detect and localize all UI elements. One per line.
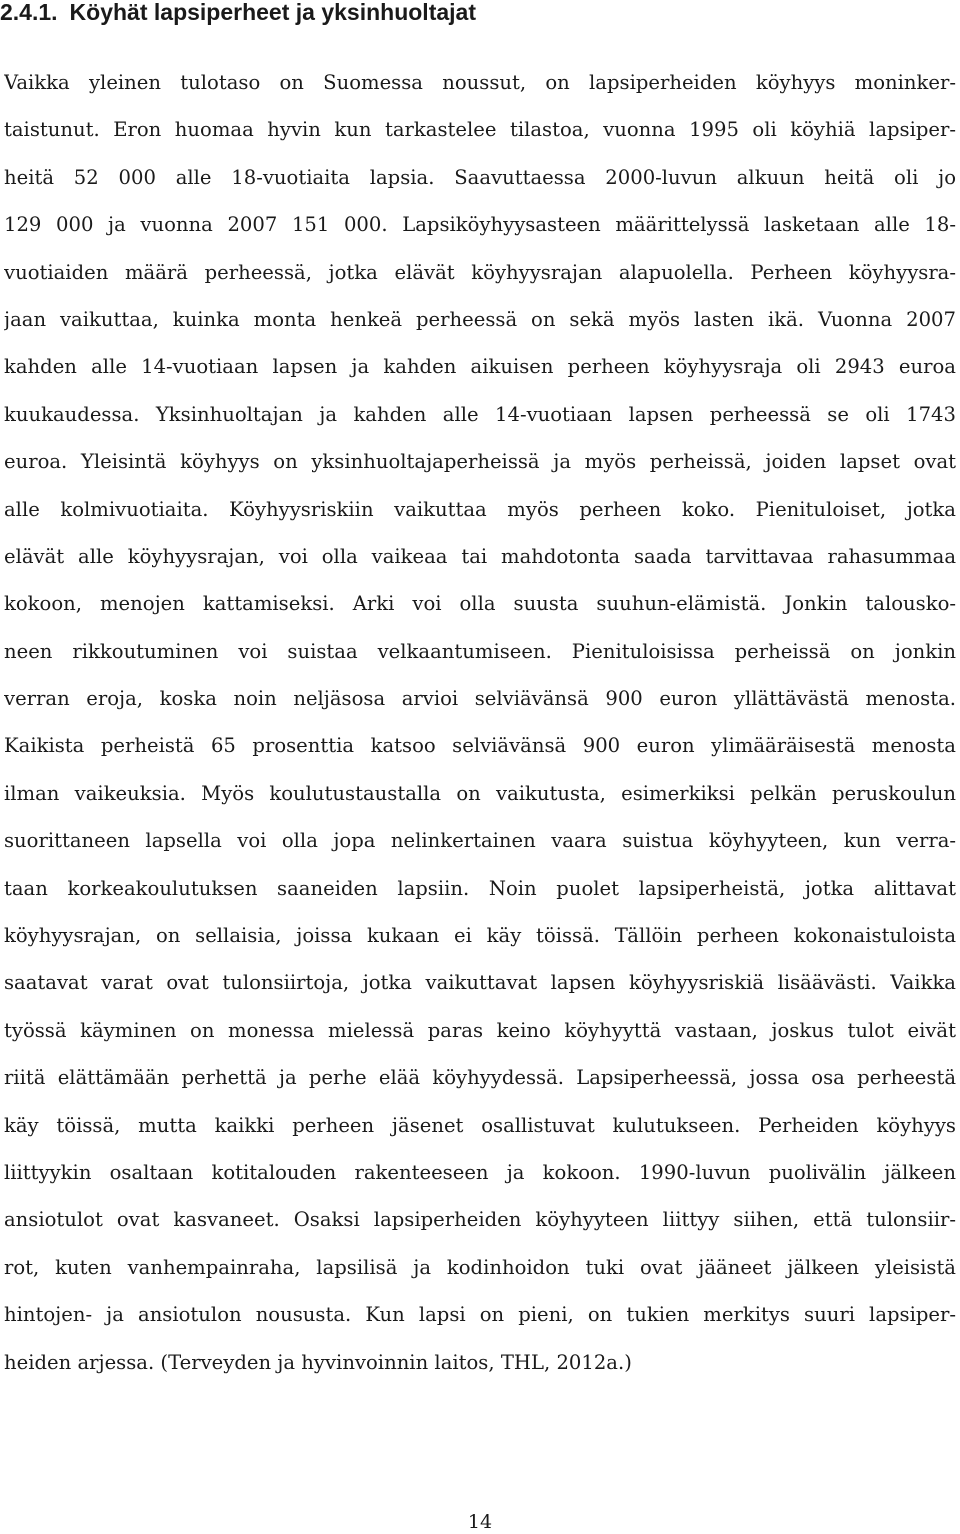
page-number: 14 bbox=[467, 1511, 493, 1533]
text-line: kokoon, menojen kattamiseksi. Arki voi olla suusta suuhun-elämistä. Jonkin talousko- bbox=[4, 592, 956, 616]
text-line: ilman vaikeuksia. Myös koulutustaustalla on vaikutusta, esimerkiksi pelkän peruskoulun bbox=[4, 781, 956, 805]
text-line: Vaikka yleinen tulotaso on Suomessa noussut, on lapsiperheiden köyhyys moninker- bbox=[4, 71, 956, 94]
text-line: työssä käyminen on monessa mielessä paras keino köyhyyttä vastaan, joskus tulot eivät bbox=[4, 1018, 956, 1042]
text-line: taan korkeakoulutuksen saaneiden lapsiin. Noin puolet lapsiperheistä, jotka alittavat bbox=[4, 876, 956, 900]
text-line: ansiotulot ovat kasvaneet. Osaksi lapsiperheiden köyhyyteen liittyy siihen, että tulonsiir- bbox=[4, 1208, 956, 1232]
text-line: Kaikista perheistä 65 prosenttia katsoo selviävänsä 900 euron ylimääräisestä menosta bbox=[4, 734, 956, 758]
text-line: hintojen- ja ansiotulon noususta. Kun lapsi on pieni, on tukien merkitys suuri lapsiper- bbox=[4, 1303, 956, 1327]
text-line: suorittaneen lapsella voi olla jopa nelinkertainen vaara suistua köyhyyteen, kun verra- bbox=[4, 829, 956, 853]
text-line: jaan vaikuttaa, kuinka monta henkeä perheessä on sekä myös lasten ikä. Vuonna 2007 bbox=[4, 307, 956, 331]
text-line: heiden arjessa. (Terveyden ja hyvinvoinnin laitos, THL, 2012a.) bbox=[4, 1350, 632, 1374]
text-line: euroa. Yleisintä köyhyys on yksinhuoltajaperheissä ja myös perheissä, joiden lapset ovat bbox=[4, 450, 956, 474]
text-line: käy töissä, mutta kaikki perheen jäsenet osallistuvat kulutukseen. Perheiden köyhyys bbox=[4, 1113, 956, 1137]
text-line: neen rikkoutuminen voi suistaa velkaantumiseen. Pienituloisissa perheissä on jonkin bbox=[4, 639, 956, 663]
text-line: elävät alle köyhyysrajan, voi olla vaikeaa tai mahdotonta saada tarvittavaa rahasummaa bbox=[4, 544, 956, 568]
section-title: Köyhät lapsiperheet ja yksinhuoltajat bbox=[69, 0, 476, 25]
text-line: alle kolmivuotiaita. Köyhyysriskiin vaikuttaa myös perheen koko. Pienituloiset, jotka bbox=[4, 497, 956, 521]
text-line: riitä elättämään perhettä ja perhe elää köyhyydessä. Lapsiperheessä, jossa osa perheestä bbox=[4, 1066, 956, 1090]
text-line: heitä 52 000 alle 18-vuotiaita lapsia. Saavuttaessa 2000-luvun alkuun heitä oli jo bbox=[4, 165, 956, 189]
text-line: kahden alle 14-vuotiaan lapsen ja kahden aikuisen perheen köyhyysraja oli 2943 euroa bbox=[4, 355, 956, 379]
text-line: kuukaudessa. Yksinhuoltajan ja kahden alle 14-vuotiaan lapsen perheessä se oli 1743 bbox=[4, 402, 956, 426]
text-line: verran eroja, koska noin neljäsosa arvioi selviävänsä 900 euron yllättävästä menosta. bbox=[4, 687, 956, 711]
section-heading bbox=[0, 0, 476, 26]
text-line: taistunut. Eron huomaa hyvin kun tarkastelee tilastoa, vuonna 1995 oli köyhiä lapsiper- bbox=[4, 118, 956, 142]
section-number: 2.4.1. bbox=[0, 0, 58, 25]
text-line: vuotiaiden määrä perheessä, jotka elävät köyhyysrajan alapuolella. Perheen köyhyysra- bbox=[4, 260, 956, 284]
text-line: saatavat varat ovat tulonsiirtoja, jotka vaikuttavat lapsen köyhyysriskiä lisäävästi. Vaikka bbox=[4, 971, 956, 995]
text-line: liittyykin osaltaan kotitalouden rakenteeseen ja kokoon. 1990-luvun puolivälin jälkeen bbox=[4, 1160, 956, 1184]
text-line: köyhyysrajan, on sellaisia, joissa kukaan ei käy töissä. Tällöin perheen kokonaistuloista bbox=[4, 924, 956, 948]
body-paragraph bbox=[4, 59, 956, 1386]
text-line: 129 000 ja vuonna 2007 151 000. Lapsiköyhyysasteen määrittelyssä lasketaan alle 18- bbox=[4, 213, 956, 237]
text-line: rot, kuten vanhempainraha, lapsilisä ja kodinhoidon tuki ovat jääneet jälkeen yleisistä bbox=[4, 1255, 956, 1279]
